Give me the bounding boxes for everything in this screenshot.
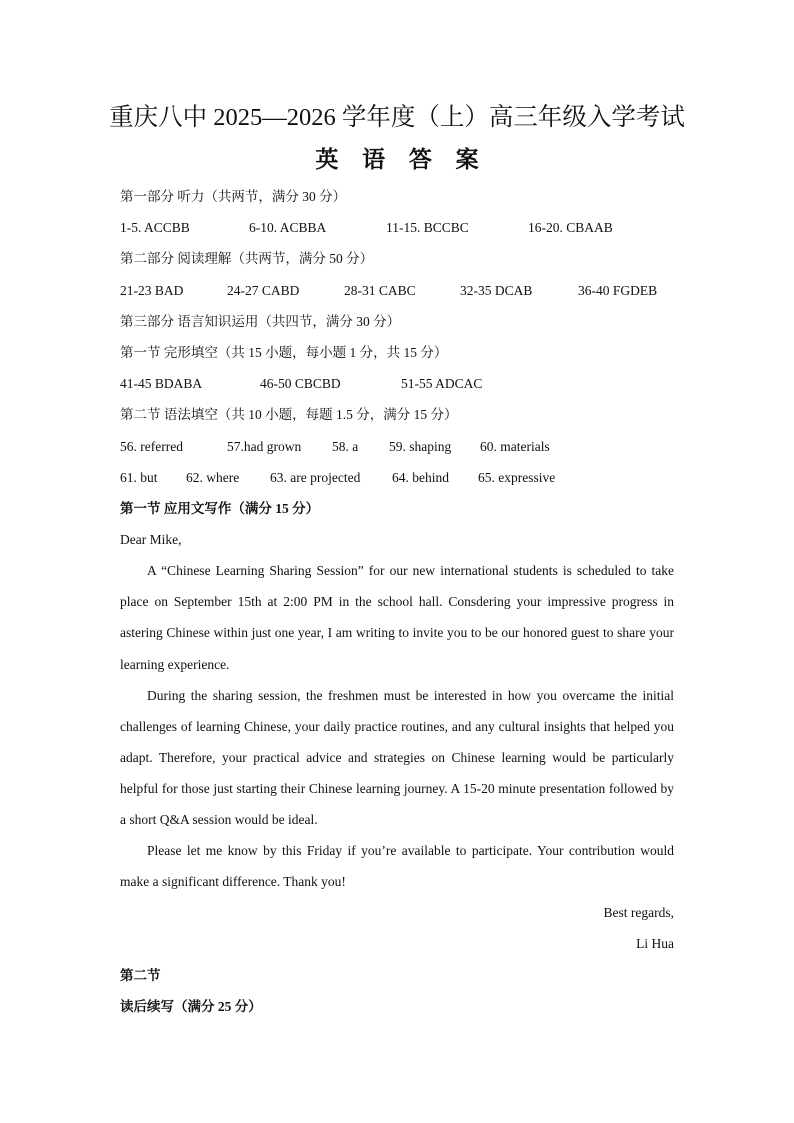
answer-group: 41-45 BDABA (120, 376, 203, 392)
section-two-heading: 第二节 (120, 967, 161, 983)
letter-paragraph: During the sharing session, the freshmen must be interested in how you overcame the initial challenges of learning Chinese, your daily practice routines, and any cultural insights that helped you adapt. Therefore, your practical advice and strategies on Chinese learning would be particularly helpful for those just starting their Chinese learning journey. A 15-20 minute presentation followed by a short Q&A session would be ideal. (120, 687, 674, 827)
continuation-writing-heading: 读后续写（满分 25 分） (120, 998, 262, 1014)
letter-closing: Best regards, (603, 905, 674, 921)
answer-group: 28-31 CABC (344, 282, 416, 298)
part1-answers (120, 212, 674, 243)
grammar-heading: 第二节 语法填空（共 10 小题，每题 1.5 分，满分 15 分） (120, 407, 458, 423)
answer-group: 1-5. ACCBB (120, 220, 190, 236)
page-subtitle: 英 语 答 案 (315, 147, 488, 172)
page-title: 重庆八中 2025—2026 学年度（上）高三年级入学考试 (109, 104, 685, 131)
answer-group: 32-35 DCAB (460, 282, 533, 298)
answer-item: 58. a (332, 438, 359, 454)
answer-item: 61. but (120, 469, 158, 485)
answer-group: 11-15. BCCBC (386, 220, 469, 236)
letter-paragraph: Please let me know by this Friday if you’re available to participate. Your contribution would make a significant difference. Thank you! (120, 843, 674, 890)
part1-heading: 第一部分 听力（共两节，满分 30 分） (120, 189, 347, 204)
part3-heading: 第三部分 语言知识运用（共四节，满分 30 分） (120, 313, 401, 329)
answer-item: 64. behind (392, 469, 449, 485)
answer-content (120, 181, 674, 1022)
grammar-answers-row1 (120, 431, 674, 462)
writing-heading: 第一节 应用文写作（满分 15 分） (120, 500, 320, 516)
answer-item: 60. materials (480, 438, 550, 454)
answer-item: 56. referred (120, 438, 183, 454)
answer-group: 6-10. ACBBA (249, 220, 327, 236)
letter-greeting: Dear Mike, (120, 532, 182, 548)
grammar-answers-row2 (120, 462, 674, 493)
answer-item: 62. where (186, 469, 240, 485)
answer-item: 63. are projected (270, 469, 361, 485)
answer-group: 51-55 ADCAC (401, 376, 483, 392)
part2-answers (120, 275, 674, 306)
answer-item: 65. expressive (478, 469, 556, 485)
answer-item: 57.had grown (227, 438, 302, 454)
answer-group: 21-23 BAD (120, 282, 184, 298)
answer-group: 24-27 CABD (227, 282, 300, 298)
part2-heading: 第二部分 阅读理解（共两节，满分 50 分） (120, 251, 374, 267)
letter-signature: Li Hua (636, 936, 674, 952)
answer-group: 46-50 CBCBD (260, 376, 341, 392)
answer-group: 36-40 FGDEB (578, 282, 658, 298)
answer-item: 59. shaping (389, 438, 452, 454)
answer-group: 16-20. CBAAB (528, 220, 613, 236)
cloze-heading: 第一节 完形填空（共 15 小题，每小题 1 分，共 15 分） (120, 344, 448, 360)
letter-paragraph: A “Chinese Learning Sharing Session” for our new international students is scheduled to take place on September 15th at 2:00 PM in the school hall. Consdering your impressive progress in astering Chinese within just one year, I am writing to invite you to be our honored guest to share your learning experience. (120, 563, 674, 672)
cloze-answers (120, 368, 674, 399)
